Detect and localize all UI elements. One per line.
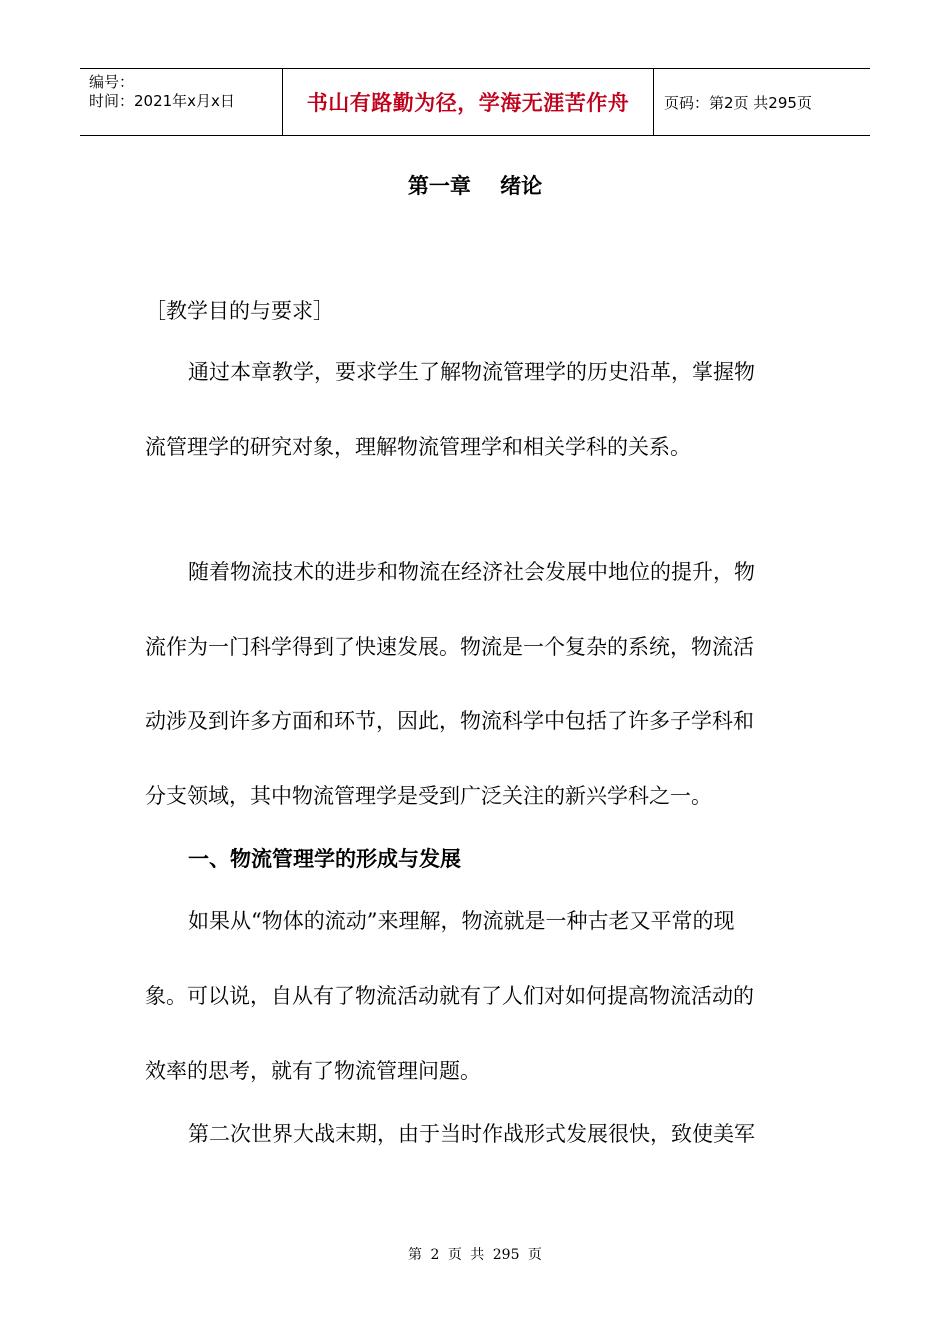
subsection-heading: 一、物流管理学的形成与发展 <box>188 847 461 871</box>
paragraph-line: 分支领域，其中物流管理学是受到广泛关注的新兴学科之一。 <box>145 784 712 808</box>
paragraph-line: 如果从“物体的流动”来理解，物流就是一种古老又平常的现 <box>188 909 735 933</box>
paragraph-line: 象。可以说，自从有了物流活动就有了人们对如何提高物流活动的 <box>145 984 754 1008</box>
paragraph-line: 动涉及到许多方面和环节，因此，物流科学中包括了许多子学科和 <box>145 709 754 733</box>
header-table <box>80 68 870 136</box>
paragraph-line: 流作为一门科学得到了快速发展。物流是一个复杂的系统，物流活 <box>145 635 754 659</box>
time-label: 时间：2021年x月x日 <box>89 92 235 110</box>
chapter-title: 第一章 绪论 <box>407 174 543 198</box>
header-page-cell <box>654 69 870 135</box>
number-label: 编号： <box>89 73 135 91</box>
section-heading: ［教学目的与要求］ <box>145 299 334 323</box>
paragraph-line: 流管理学的研究对象，理解物流管理学和相关学科的关系。 <box>145 435 691 459</box>
paragraph-line: 第二次世界大战末期，由于当时作战形式发展很快，致使美军 <box>188 1122 755 1146</box>
header-info-cell <box>80 69 282 135</box>
paragraph-line: 通过本章教学，要求学生了解物流管理学的历史沿革，掌握物 <box>188 360 755 384</box>
page-footer: 第 2 页 共 295 页 <box>408 1247 542 1263</box>
motto: 书山有路勤为径，学海无涯苦作舟 <box>306 91 630 115</box>
page-info: 页码：第2页 共295页 <box>664 93 812 112</box>
paragraph-line: 效率的思考，就有了物流管理问题。 <box>145 1059 481 1083</box>
header-motto-cell <box>282 69 654 135</box>
paragraph-line: 随着物流技术的进步和物流在经济社会发展中地位的提升，物 <box>188 560 755 584</box>
